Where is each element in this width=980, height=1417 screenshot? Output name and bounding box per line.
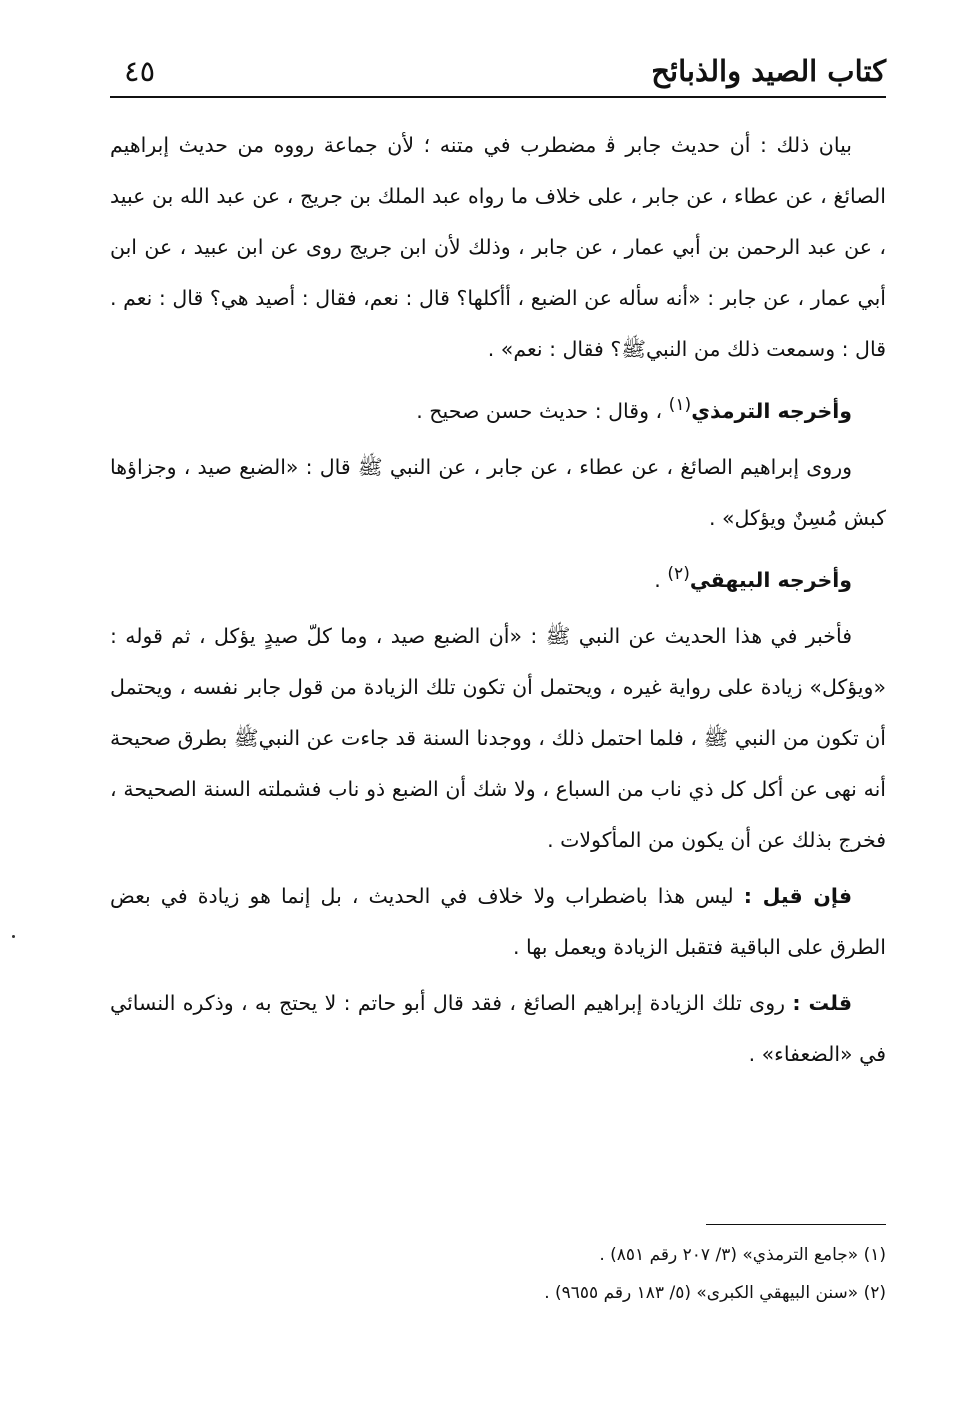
footnote-ref-1[interactable]: (١) <box>668 395 692 415</box>
margin-speck <box>12 935 15 938</box>
main-text <box>110 120 886 1085</box>
paragraph-2-text: ، وقال : حديث حسن صحيح . <box>416 398 669 423</box>
paragraph-3: وروى إبراهيم الصائغ ، عن عطاء ، عن جابر ، عن النبي ﷺ قال : «الضبع صيد ، وجزاؤها كبش مُسِنٌ ويؤكل» . <box>110 454 886 530</box>
paragraph-6-lead: فإن قيل : <box>743 883 852 908</box>
paragraph-6 <box>110 871 886 973</box>
paragraph-6-text: ليس هذا باضطراب ولا خلاف في الحديث ، بل إنما هو زيادة في بعض الطرق على الباقية فتقبل الزيادة ويعمل بها . <box>110 883 886 959</box>
footnote-separator <box>706 1224 886 1225</box>
running-header <box>110 48 886 98</box>
footnote-2: (٢) «سنن البيهقي الكبرى» (٥/ ١٨٣ رقم ٩٦٥٥) . <box>544 1283 886 1303</box>
paragraph-2-lead: وأخرجه الترمذي <box>691 398 852 423</box>
paragraph-7 <box>110 978 886 1080</box>
chapter-title: كتاب الصيد والذبائح <box>651 54 886 88</box>
paragraph-4 <box>110 549 886 606</box>
footnote-1: (١) «جامع الترمذي» (٣/ ٢٠٧ رقم ٨٥١) . <box>599 1245 886 1265</box>
footnote-ref-2[interactable]: (٢) <box>667 563 690 584</box>
paragraph-1: بيان ذلك : أن حديث جابر ﭬ مضطرب في متنه ؛ لأن جماعة رووه من حديث إبراهيم الصائغ ، عن عطاء ، عن جابر ، على خلاف ما رواه عبد الملك بن جريج ، عن عبد الله بن عبيد ، عن عبد الرحمن بن أبي عمار ، عن جابر ، وذلك لأن ابن جريج روى عن ابن عبيد ، عن ابن أبي عمار ، عن جابر : «أنه سأله عن الضبع ، أأكلها؟ قال : نعم، فقال : أصيد هي؟ قال : نعم . قال : وسمعت ذلك من النبيﷺ؟ فقال : نعم» . <box>110 133 886 361</box>
paragraph-7-text: روى تلك الزيادة إبراهيم الصائغ ، فقد قال أبو حاتم : لا يحتج به ، وذكره النسائي في «الضعفاء» . <box>110 990 886 1066</box>
paragraph-4-lead: وأخرجه البيهقي <box>689 567 852 592</box>
page-number: ٤٥ <box>124 54 156 88</box>
paragraph-2 <box>110 380 886 437</box>
header-rule <box>110 96 886 98</box>
paragraph-7-lead: قلت : <box>792 990 853 1015</box>
footnotes <box>110 1236 886 1312</box>
paragraph-4-text: . <box>654 567 668 592</box>
paragraph-5: فأخبر في هذا الحديث عن النبي ﷺ : «أن الضبع صيد ، وما كلّ صيدٍ يؤكل ، ثم قوله : «ويؤكل» زيادة على رواية غيره ، ويحتمل أن تكون تلك الزيادة من قول جابر نفسه ، ويحتمل أن تكون من النبي ﷺ ، فلما احتمل ذلك ، ووجدنا السنة قد جاءت عن النبيﷺ بطرق صحيحة أنه نهى عن أكل كل ذي ناب من السباع ، ولا شك أن الضبع ذو ناب فشملته السنة الصحيحة ، فخرج بذلك عن أن يكون من المأكولات . <box>110 623 886 852</box>
